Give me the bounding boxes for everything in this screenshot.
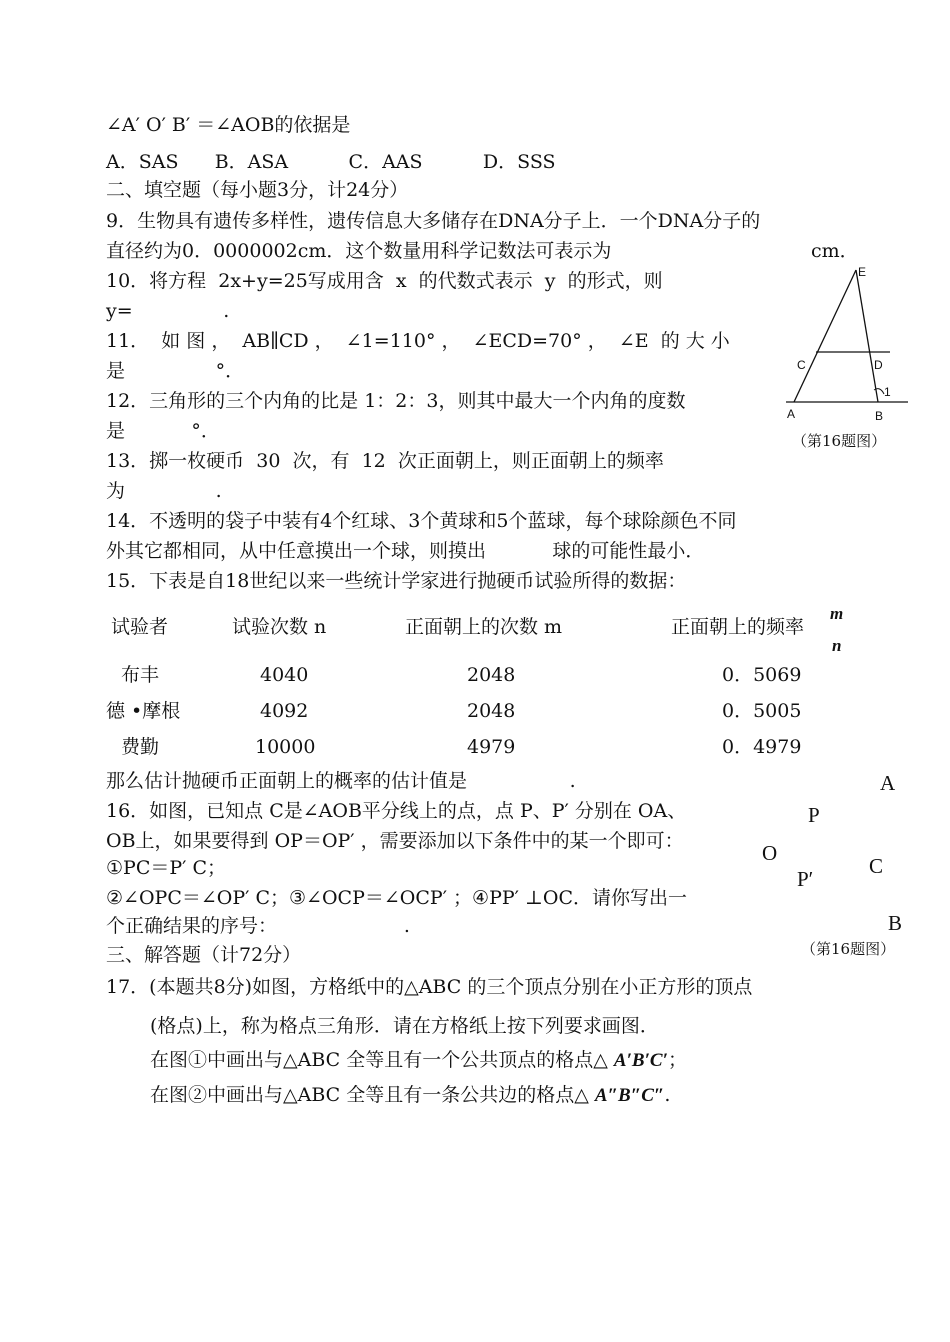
question-17-task-2 — [150, 1083, 670, 1108]
table-header-frequency: 正面朝上的频率 — [671, 616, 805, 638]
label-angle-1: 1 — [884, 385, 891, 399]
question-15: 15．下表是自18世纪以来一些统计学家进行抛硬币试验所得的数据： — [106, 570, 687, 592]
angle-1-arc — [874, 389, 884, 394]
question-9-cont: 直径约为0．0000002cm．这个数量用科学记数法可表示为 — [106, 240, 612, 262]
fraction-numerator: m — [830, 604, 844, 623]
task-2-end: . — [664, 1084, 671, 1106]
question-15-tail: 那么估计抛硬币正面朝上的概率的估计值是 . — [106, 770, 576, 792]
figure-1-caption: （第16题图） — [792, 432, 887, 450]
question-10: 10．将方程 2x+y=25写成用含 x 的代数式表示 y 的形式，则 — [106, 270, 663, 292]
table-cell: 0．5005 — [722, 700, 802, 722]
point-label-b: B — [888, 911, 903, 935]
fraction-denominator: n — [832, 636, 842, 655]
point-label-p-prime: P′ — [797, 867, 814, 891]
table-cell: 2048 — [467, 664, 516, 686]
question-16-answer: 个正确结果的序号： . — [106, 915, 410, 937]
question-17-cont: (格点)上，称为格点三角形．请在方格纸上按下列要求画图． — [150, 1015, 659, 1037]
question-13: 13．掷一枚硬币 30 次，有 12 次正面朝上，则正面朝上的频率 — [106, 450, 664, 472]
line-ae — [794, 270, 856, 402]
question-11-answer: 是 °． — [106, 360, 245, 382]
point-label-c: C — [869, 854, 884, 878]
question-17-task-1 — [150, 1048, 687, 1073]
label-d: D — [874, 358, 883, 372]
label-e: E — [858, 265, 867, 279]
question-16-cont: OB上，如果要得到 OP＝OP′ ，需要添加以下条件中的某一个即可： — [106, 830, 684, 852]
question-9: 9．生物具有遗传多样性，遗传信息大多储存在DNA分子上．一个DNA分子的 — [106, 210, 761, 232]
table-cell: 4979 — [467, 736, 516, 758]
point-label-o: O — [762, 841, 778, 865]
section-fill-blank-title: 二、填空题（每小题3分，计24分） — [106, 179, 409, 201]
question-12-answer: 是 °． — [106, 420, 220, 442]
table-cell: 4040 — [260, 664, 309, 686]
question-13-answer: 为 . — [106, 480, 222, 502]
question-16: 16．如图，已知点 C是∠AOB平分线上的点，点 P、P′ 分别在 OA、 — [106, 800, 687, 822]
table-cell: 4092 — [260, 700, 309, 722]
label-a: A — [787, 407, 796, 421]
question-10-answer: y= . — [106, 300, 230, 322]
point-label-p: P — [808, 803, 820, 827]
table-cell: 2048 — [467, 700, 516, 722]
table-cell: 10000 — [255, 736, 316, 758]
line-angle-reason: ∠A′ O′ B′ ＝∠AOB的依据是 — [106, 114, 351, 136]
table-cell: 德 •摩根 — [106, 700, 181, 722]
task-1-text: 在图①中画出与△ABC 全等且有一个公共顶点的格点△ — [150, 1049, 608, 1071]
table-cell: 布丰 — [121, 664, 160, 686]
triangle-a-prime: A′B′C′ — [613, 1050, 668, 1071]
question-14: 14．不透明的袋子中装有4个红球、3个黄球和5个蓝球，每个球除颜色不同 — [106, 510, 737, 532]
condition-1: ①PC＝P′ C； — [106, 857, 227, 879]
question-9-unit: cm． — [811, 240, 859, 262]
table-cell: 0．4979 — [722, 736, 802, 758]
figure-parallel-lines — [780, 262, 915, 422]
task-2-text: 在图②中画出与△ABC 全等且有一条公共边的格点△ — [150, 1084, 589, 1106]
question-17: 17．(本题共8分)如图，方格纸中的△ABC 的三个顶点分别在小正方形的顶点 — [106, 976, 753, 998]
table-cell: 0．5069 — [722, 664, 802, 686]
label-b: B — [875, 409, 884, 422]
table-header-tester: 试验者 — [111, 616, 169, 638]
conditions-2-4: ②∠OPC＝∠OP′ C；③∠OCP＝∠OCP′ ；④PP′ ⊥OC．请你写出一 — [106, 887, 687, 909]
choice-options: A．SAS B．ASA C．AAS D．SSS — [106, 151, 556, 173]
line-eb — [856, 270, 878, 402]
figure-2-caption: （第16题图） — [801, 940, 896, 958]
task-1-end: ； — [667, 1049, 687, 1071]
label-c: C — [797, 358, 806, 372]
question-11: 11． 如 图 ， AB∥CD ， ∠1=110° ， ∠ECD=70° ， ∠E 的 大 小 — [106, 330, 730, 352]
section-solve-title: 三、解答题（计72分） — [106, 944, 302, 966]
question-14-cont: 外其它都相同，从中任意摸出一个球，则摸出 球的可能性最小． — [106, 540, 705, 562]
table-header-heads: 正面朝上的次数 m — [405, 616, 563, 638]
triangle-a-double-prime: A″B″C″ — [594, 1085, 665, 1106]
table-cell: 费勤 — [121, 736, 160, 758]
question-12: 12．三角形的三个内角的比是 1：2：3，则其中最大一个内角的度数 — [106, 390, 686, 412]
table-header-trials: 试验次数 n — [232, 616, 327, 638]
point-label-a: A — [880, 771, 896, 795]
